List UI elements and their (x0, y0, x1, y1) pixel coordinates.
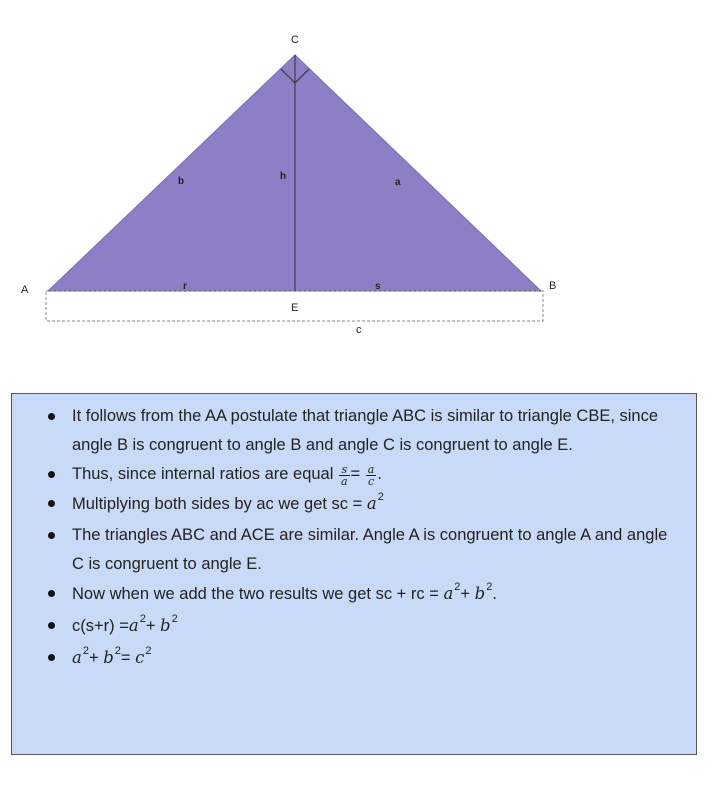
bullet-icon (48, 590, 55, 597)
bullet-icon (48, 622, 55, 629)
var-a: a (366, 494, 377, 513)
var-a: a (128, 616, 139, 635)
var-a: a (443, 584, 454, 603)
side-label-c: c (356, 324, 362, 336)
var-b: b (103, 648, 114, 667)
fraction-numerator: a (367, 463, 375, 476)
fraction-denominator: a (340, 475, 348, 488)
proof-step-7 (12, 643, 696, 675)
exponent: 2 (377, 491, 384, 503)
equals-sign: = (350, 465, 361, 483)
bullet-icon (48, 500, 55, 507)
proof-steps-list (12, 402, 696, 675)
proof-step-5 (12, 579, 696, 611)
plus-sign: + (88, 649, 104, 667)
proof-step-4 (12, 521, 696, 579)
period: . (377, 465, 382, 483)
proof-step-2-text: Thus, since internal ratios are equal (72, 465, 334, 483)
bullet-icon (48, 413, 55, 420)
vertex-label-c: C (291, 34, 299, 46)
plus-sign: + (460, 585, 475, 603)
exponent: 2 (171, 613, 178, 625)
bullet-icon (48, 471, 55, 478)
proof-step-3-text: Multiplying both sides by ac we get sc = (72, 495, 367, 513)
side-label-h: h (280, 171, 287, 182)
var-a: a (72, 648, 82, 667)
exponent: 2 (82, 645, 89, 657)
proof-step-6 (12, 611, 696, 643)
plus-sign: + (145, 617, 161, 635)
exponent: 2 (139, 613, 146, 625)
proof-step-1-text: It follows from the AA postulate that triangle ABC is similar to triangle CBE, since angle B is congruent to angle B and angle C is congruent to angle E. (72, 407, 659, 454)
vertex-label-e: E (291, 302, 299, 314)
side-label-b: b (178, 176, 185, 187)
proof-step-4-text: The triangles ABC and ACE are similar. Angle A is congruent to angle A and angle C is congruent to angle E. (72, 526, 668, 573)
vertex-label-a: A (21, 284, 29, 296)
side-label-a: a (395, 177, 401, 188)
proof-step-5-text: Now when we add the two results we get sc + rc = (72, 585, 444, 603)
fraction-numerator: s (339, 464, 350, 476)
exponent: 2 (114, 645, 121, 657)
vertex-label-b: B (549, 280, 557, 292)
proof-step-3 (12, 489, 696, 521)
fraction-a-over-c (366, 464, 377, 487)
segment-label-s: s (375, 281, 381, 292)
bullet-icon (48, 532, 55, 539)
exponent: 2 (145, 645, 152, 657)
bullet-icon (48, 654, 55, 661)
segment-label-r: r (183, 281, 187, 292)
var-c: c (135, 648, 145, 667)
proof-step-6-text: c(s+r) = (72, 617, 129, 635)
equals-sign: = (120, 649, 136, 667)
proof-box (11, 393, 697, 755)
fraction-denominator: c (367, 475, 375, 488)
exponent: 2 (486, 581, 493, 593)
proof-step-1 (12, 402, 696, 460)
proof-step-2 (12, 460, 696, 489)
right-triangle-diagram (0, 0, 718, 380)
var-b: b (160, 616, 171, 635)
period: . (492, 585, 497, 603)
var-b: b (474, 584, 486, 603)
fraction-s-over-a (339, 464, 350, 487)
exponent: 2 (454, 581, 461, 593)
